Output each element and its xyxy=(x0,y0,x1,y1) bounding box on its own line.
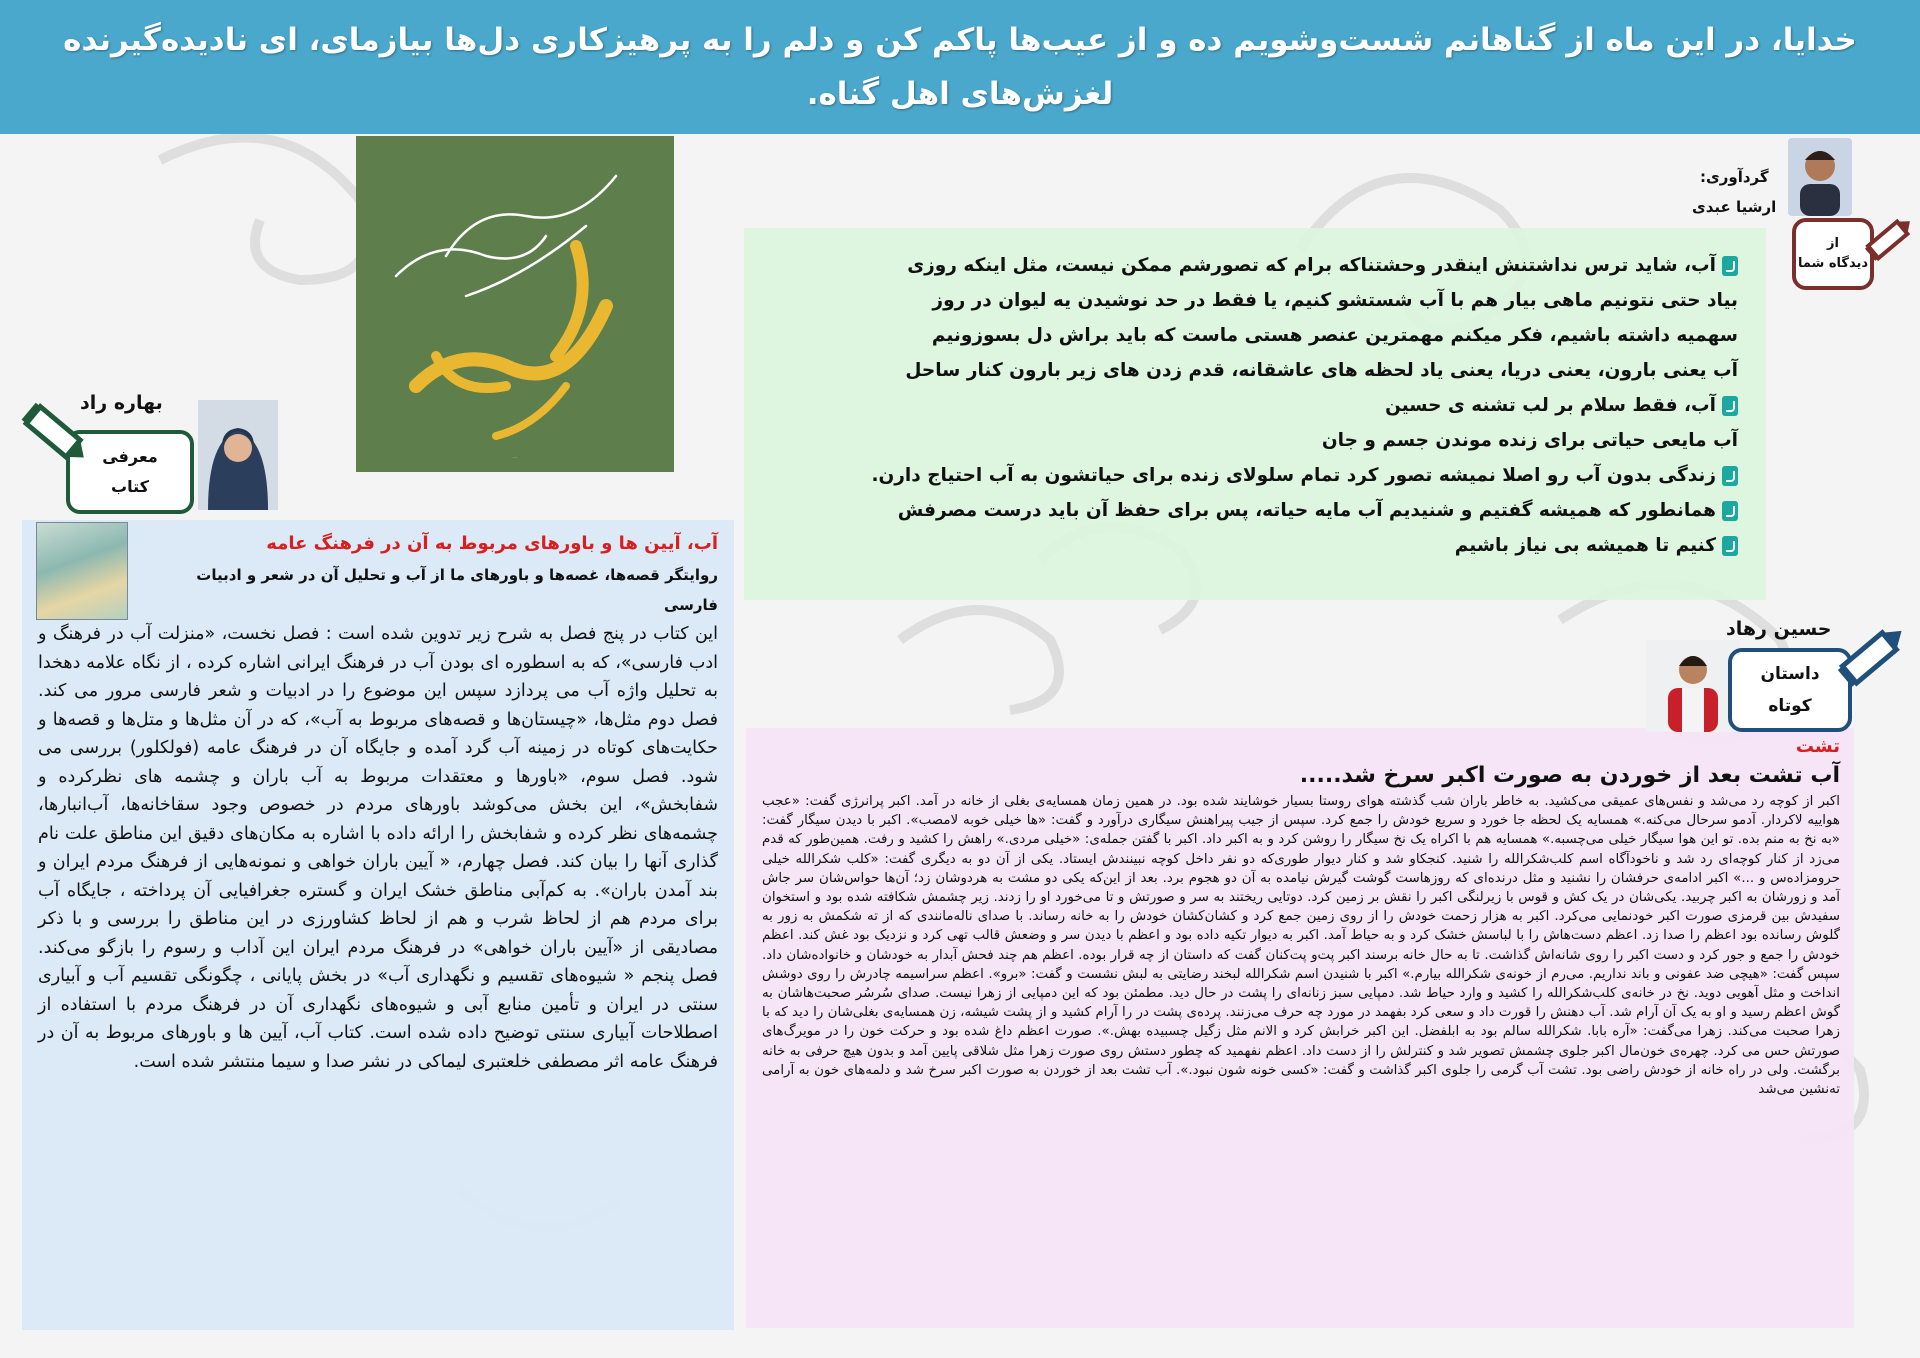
view-line xyxy=(768,248,1738,283)
view-line xyxy=(768,423,1738,458)
check-bullet-icon xyxy=(1722,536,1738,556)
header-banner xyxy=(0,0,1920,134)
view-line xyxy=(768,283,1738,318)
pencil-icon xyxy=(18,396,96,474)
badge-short-story-line2: کوتاه xyxy=(1768,696,1812,716)
check-bullet-icon xyxy=(1722,466,1738,486)
collector-label: گردآوری: xyxy=(1700,168,1769,186)
book-title: آب، آیین ها و باورهای مربوط به آن در فرهنگ عامه xyxy=(266,533,718,554)
story-body: اکبر از کوچه رد می‌شد و نفس‌های عمیقی می‌کشید. به خاطر باران شب گذشته هوای روستا بسیار خوشایند شده بود. در همین زمان همسایه‌ی بغلی از خانه در آمد. اکبر پرانرژی گفت: «عجب هواییه لاکردار. آدمو سرحال می‌کنه.» همسایه یک لحظه جا خورد و سریع خودش را جمع کرد. سپس از جیب پیراهنش سیگاری درآورد و گفت: «ها خیلی خوبه لامصب». اکبر با دیدن سیگار گفت: «به نخ به منم بده. تو این هوا سیگار خیلی می‌چسبه.» همسایه هم با اکراه یک نخ سیگار را روشن کرد و به اکبر داد. اکبر با گفتن جمله‌ی: «خیلی مردی.» راهش را کشید و رفت. همین‌طور که قدم می‌زد از کنار کوچه‌ای رد شد و ناخودآگاه اسم کلب‌شکرالله را شنید. کنجکاو شد و کنار دیوار طوری‌که دو نفر داخل کوچه نبینندش ایستاد. یکی از آن دو به دیگری گفت: «کلب شکرالله خیلی حرومزاده‌س و ...» اکبر ادامه‌ی حرفشان را نشنید و مثل درنده‌ای که روزهاست گوشت گیرش نیامده به آن دو هجوم برد. بعد از این‌که یکی دو مشت به هردوشان زد؛ آن‌ها حواس‌شان سر جاش آمد و زورشان به اکبر چربید. یکی‌شان در یک کش و قوس با زیرلنگی اکبر را نقش بر زمین کرد. دوتایی ریختند به سر و صورتش و تا می‌خورد او را زدند. زیر چشمش شکافته شده بود و استخوان سفیدش بین قرمزی صورت اکبر خودنمایی می‌کرد. اکبر به هزار زحمت خودش را از روی زمین جمع کرد و کشان‌کشان خودش را به خانه رساند. با صدای ناله‌مانندی که از ته شکمش به زور به گلوش رسانده بود اعظم را صدا زد. اعظم دست‌هاش را با لباسش خشک کرد و به حیاط آمد. اکبر به دیوار تکیه داده بود و اعظم با دیدن سر و وضعش قالب تهی کرد و نزدیک بود غش کند. اعظم خودش را جمع و جور کرد و دست اکبر را روی شانه‌اش گذاشت. تا به حال خانه برسند اکبر پت‌و پت‌کنان گفت که داستان از چه قرار بوده. اعظم هم چند فحش آبدار به خودشان و خانواده‌شان داد. سپس گفت: «هیچی ضد عفونی و باند نداریم. می‌رم از خونه‌ی شکرالله بیارم.» اکبر با شنیدن اسم شکرالله لبخند رضایتی به لبش نشست و گفت: «برو». اعظم سراسیمه چادرش را روی دوشش انداخت و مثل آهویی دوید. نخ در خانه‌ی کلب‌شکرالله را کشید و وارد حیاط شد. دمپایی سبز زنانه‌ای را پشت در حال دید. مطمئن بود که این دمپایی از زهرا نیست. صدای سُرسُر صحبت‌هاشان به گوش اعظم رسید و او به یک آن آرام شد. آب دهنش را قورت داد و سعی کرد بفهمد در مورد چه حرف می‌زنند. پرده‌ی پشت در را آرام کشید و از پشت شیشه، زن همسایه‌ی بغلی‌شان را دید که با زهرا صحبت می‌کند. زهرا می‌گفت: «آره بابا. شکرالله سالم بود به ابلفضل. این اکبر خرابش کرد و الانم مثل زگیل چسبیده بهش.». صورت اعظم داغ شده بود و حرکت خون را در مویرگ‌های صورتش حس می کرد. چهره‌ی خون‌مال اکبر جلوی چشمش تصویر شد و کنترلش را از دست داد. اعظم نفهمید که چطور دستش روی صورت زهرا مثل شلاقی پایین آمد و بدون هیچ حرفی به خانه برگشت. ولی در راه خانه از خودش راضی بود. تشت آب گرمی را جلوی اکبر گذاشت و گفت: «کسی خونه شون نبود.». آب تشت بعد از خوردن به صورت اکبر سرخ شد و دلمه‌های خون به آرامی ته‌نشین می‌شد xyxy=(762,794,1840,1098)
view-line xyxy=(768,353,1738,388)
check-bullet-icon xyxy=(1722,256,1738,276)
logo-calligraphy xyxy=(356,136,674,472)
story-label: تشت xyxy=(1795,736,1840,757)
avatar-arshia xyxy=(1788,138,1852,216)
author-hossein: حسین رهاد xyxy=(1726,618,1832,640)
badge-book-intro-line1: معرفی xyxy=(102,447,158,466)
avatar-hossein xyxy=(1646,640,1740,732)
panel-book-intro xyxy=(22,520,734,1330)
check-bullet-icon xyxy=(1722,396,1738,416)
badge-short-story-line1: داستان xyxy=(1760,664,1820,684)
avatar-bahareh xyxy=(198,400,278,510)
banner-prayer-text: خدایا، در این ماه از گناهانم شست‌وشویم ده و از عیب‌ها پاکم کن و دلم را به پرهیزکاری دل‌ها بیازمای، ای نادیده‌گیرنده لغزش‌های اهل گناه. xyxy=(63,22,1857,112)
book-subtitle: روایتگر قصه‌ها، غصه‌ها و باورهای ما از آب و تحلیل آن در شعر و ادبیات فارسی xyxy=(196,566,718,614)
view-line-text: سهمیه داشته باشیم، فکر میکنم مهمترین عنصر هستی ماست که باید براش دل بسوزونیم xyxy=(931,325,1738,346)
view-line-text: کنیم تا همیشه بی نیاز باشیم xyxy=(1454,535,1716,556)
view-line-text: آب یعنی بارون، یعنی دریا، یعنی یاد لحظه های عاشقانه، قدم زدن های زیر بارون کنار ساحل xyxy=(905,360,1738,381)
view-line-text: آب مایعی حیاتی برای زنده موندن جسم و جان xyxy=(1321,430,1738,451)
view-line xyxy=(768,458,1738,493)
view-line xyxy=(768,528,1738,563)
check-bullet-icon xyxy=(1722,501,1738,521)
view-line xyxy=(768,388,1738,423)
pencil-icon xyxy=(1834,614,1914,694)
badge-book-intro-line2: کتاب xyxy=(111,477,149,496)
view-line-text: آب، شاید ترس نداشتنش اینقدر وحشتناکه برام که تصورشم ممکن نیست، مثل اینکه روزی xyxy=(907,255,1716,276)
panel-from-your-view xyxy=(744,228,1766,600)
view-line-text: همانطور که همیشه گفتیم و شنیدیم آب مایه حیاته، پس برای حفظ آن باید درست مصرفش xyxy=(897,500,1716,521)
logo-text: هندسه دل xyxy=(512,458,518,459)
book-description: این کتاب در پنج فصل به شرح زیر تدوین شده است : فصل نخست، «منزلت آب در فرهنگ و ادب فارسی»، که به اسطوره ای بودن آب در فرهنگ ایرانی اشاره کرده ، از نگاه علامه دهخدا به تحلیل واژه آب می پردازد سپس این موضوع را در ادبیات و شعر فارسی مرور می کند. فصل دوم مثل‌ها، «چیستان‌ها و قصه‌های مربوط به آب»، که در آن مثل‌ها و متل‌ها و قصه‌ها و حکایت‌های کوتاه در زمینه آب گرد آمده و جایگاه آن در فرهنگ عامه (فولکلور) بررسی می شود. فصل سوم، «باورها و معتقدات مربوط به آب باران و چشمه های نظرکرده و شفابخش»، این بخش می‌کوشد باورهای مردم در خصوص وجود سقاخانه‌ها، آب‌انبارها، چشمه‌های نظر کرده و شفابخش را ارائه داده با اشاره به مکان‌های دقیق این مناطق علت نام گذاری آنها را بیان کند. فصل چهارم، « آیین باران خواهی و نمونه‌هایی از فرهنگ مردم ایران و بند آمدن باران». به کم‌آبی مناطق خشک ایران و گستره جغرافیایی آن پرداخته ، جایگاه آب برای مردم هم از لحاظ شرب و هم از لحاظ کشاورزی در این مناطق را بررسی و با ذکر مصادیقی از «آیین باران خواهی» در فرهنگ مردم ایران این آداب و رسوم را بازگو می‌کند. فصل پنجم « شیوه‌های تقسیم و نگهداری آب» در بخش پایانی ، چگونگی تقسیم آب و آبیاری سنتی در ایران و تأمین منابع آبی و شیوه‌های نگهداری آن در فرهنگ مردم با استفاده از اصطلاحات آبیاری سنتی توضیح داده شده است. کتاب آب، آیین ها و باورهای مربوط به آن در فرهنگ عامه اثر مصطفی خلعتبری لیماکی در نشر صدا و سیما منتشر شده است. xyxy=(38,624,718,1072)
view-line-text: بیاد حتی نتونیم ماهی بیار هم با آب شستشو کنیم، یا فقط در حد نوشیدن یه لیوان در روز xyxy=(932,290,1738,311)
view-line-text: آب، فقط سلام بر لب تشنه ی حسین xyxy=(1385,395,1716,416)
collector-name: ارشیا عبدی xyxy=(1692,198,1777,216)
author-bahareh: بهاره راد xyxy=(80,392,163,414)
panel-short-story xyxy=(746,728,1854,1328)
pencil-icon xyxy=(1862,210,1918,266)
badge-from-your-view-line1: از xyxy=(1827,236,1839,251)
badge-from-your-view-line2: دیدگاه شما xyxy=(1797,256,1869,271)
book-cover-image xyxy=(36,522,128,620)
view-line xyxy=(768,493,1738,528)
story-title: آب تشت بعد از خوردن به صورت اکبر سرخ شد..... xyxy=(1299,763,1840,788)
view-line xyxy=(768,318,1738,353)
logo xyxy=(356,136,674,472)
view-line-text: زندگی بدون آب رو اصلا نمیشه تصور کرد تمام سلولای زنده برای حیاتشون به آب احتیاج دارن. xyxy=(871,465,1716,486)
